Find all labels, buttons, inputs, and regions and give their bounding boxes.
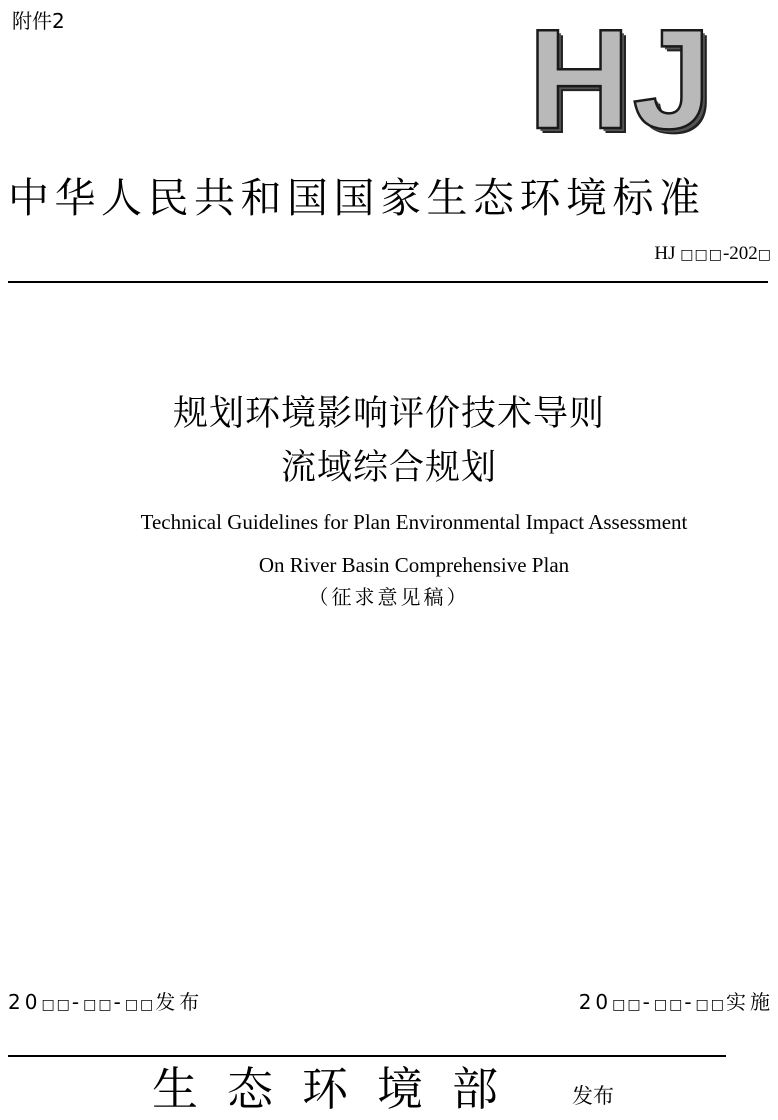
implement-year: 20 bbox=[578, 990, 613, 1014]
implement-date bbox=[579, 988, 774, 1019]
publish-sep-2: - bbox=[113, 990, 125, 1014]
publish-sep-1: - bbox=[71, 990, 84, 1014]
implement-sep-2: - bbox=[684, 990, 696, 1014]
publish-date bbox=[8, 988, 203, 1019]
top-divider bbox=[8, 281, 768, 283]
code-prefix: HJ bbox=[654, 243, 681, 264]
issuer-suffix: 发布 bbox=[572, 1084, 614, 1108]
implement-boxes-year: □□ bbox=[612, 997, 643, 1013]
document-title-en-line1: Technical Guidelines for Plan Environmental Impact Assessment bbox=[140, 510, 688, 534]
issuer-name: 生态环境部 bbox=[152, 1062, 527, 1116]
publish-boxes-year: □□ bbox=[41, 997, 72, 1013]
document-title-cn-line2: 流域综合规划 bbox=[280, 448, 497, 488]
implement-boxes-month: □□ bbox=[653, 997, 685, 1013]
publish-year: 20 bbox=[8, 990, 42, 1014]
standard-title: 中华人民共和国国家生态环境标准 bbox=[8, 174, 706, 222]
bottom-divider bbox=[8, 1055, 726, 1057]
hj-logo: HJ bbox=[528, 22, 714, 138]
code-year: -202 bbox=[722, 243, 758, 264]
publish-label: 发布 bbox=[155, 990, 204, 1014]
implement-boxes-day: □□ bbox=[695, 997, 726, 1013]
publish-boxes-day: □□ bbox=[124, 997, 156, 1013]
implement-sep-1: - bbox=[642, 990, 654, 1014]
code-year-box: □ bbox=[757, 247, 772, 263]
document-title-cn-line1: 规划环境影响评价技术导则 bbox=[172, 394, 605, 434]
publish-boxes-month: □□ bbox=[83, 997, 114, 1013]
attachment-label: 附件2 bbox=[12, 9, 65, 33]
code-boxes: □□□ bbox=[680, 247, 723, 263]
draft-note: （征求意见稿） bbox=[308, 585, 470, 609]
implement-label: 实施 bbox=[726, 990, 774, 1014]
standard-code bbox=[654, 242, 772, 267]
document-title-en-line2: On River Basin Comprehensive Plan bbox=[258, 553, 570, 577]
